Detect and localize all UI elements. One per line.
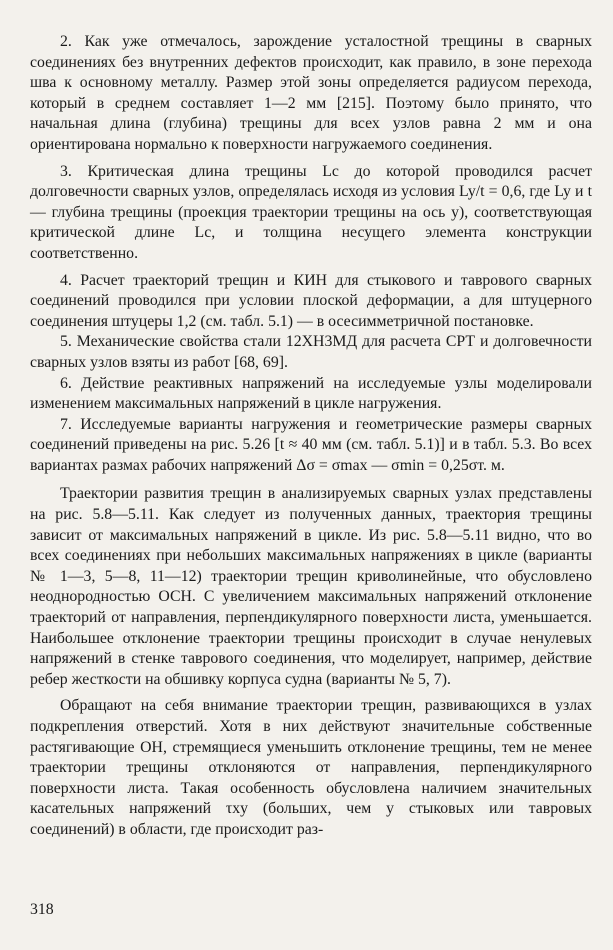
paragraph-trajectories: Траектории развития трещин в анализируемых сварных узлах представлены на рис. 5.8—5.11. Как следует из полученных данных, траектория трещины зависит от максимальных напряжений в цикле. Из рис. 5.8—5.11 видно, что во всех соединениях при небольших максимальных напряжениях в цикле (варианты № 1—3, 5—8, 11—12) траектории трещин криволинейные, что обусловлено неоднородностью ОСН. С увеличением максимальных напряжений отклонение траекторий от направления, перпендикулярного поверхности листа, уменьшается. Наибольшее отклонение траектории трещины происходит в случае ненулевых напряжений в стенке таврового соединения, что моделирует, например, действие ребер жесткости на обшивку корпуса судна (варианты № 5, 7). <box>30 485 592 688</box>
body-text <box>30 32 592 841</box>
paragraph-item-4: 4. Расчет траекторий трещин и КИН для стыкового и таврового сварных соединений проводился при условии плоской деформации, а для штуцерного соединения штуцеры 1,2 (см. табл. 5.1) — в осесимметричной постановке. <box>30 271 592 330</box>
paragraph-item-3: 3. Критическая длина трещины Lc до которой проводился расчет долговечности сварных узлов, определялась исходя из условия Ly/t = 0,6, где Ly и t — глубина трещины (проекция траектории трещины на ось y), соответствующая критической длине Lc, и толщина несущего элемента конструкции соответственно. <box>30 162 592 262</box>
paragraph-item-7: 7. Исследуемые варианты нагружения и геометрические размеры сварных соединений приведены на рис. 5.26 [t ≈ 40 мм (см. табл. 5.1)] и в табл. 5.3. Во всех вариантах размах рабочих напряжений Δσ = σmax — σmin = 0,25σт. м. <box>30 415 592 474</box>
paragraph-item-6: 6. Действие реактивных напряжений на исследуемые узлы моделировали изменением максимальных напряжений в цикле нагружения. <box>30 374 592 413</box>
page-number: 318 <box>30 901 54 918</box>
paragraph-item-5: 5. Механические свойства стали 12ХН3МД для расчета СРТ и долговечности сварных узлов взяты из работ [68, 69]. <box>30 333 592 371</box>
paragraph-reinforcement: Обращают на себя внимание траектории трещин, развивающихся в узлах подкрепления отверстий. Хотя в них действуют значительные собственные растягивающие ОН, стремящиеся уменьшить отклонение трещины, тем не менее траектории трещины отклоняются от направления, перпендикулярного поверхности листа. Такая особенность обусловлена наличием значительных касательных напряжений τxy (больших, чем у стыковых или тавровых соединений) в области, где происходит раз- <box>30 697 592 838</box>
paragraph-item-2: 2. Как уже отмечалось, зарождение усталостной трещины в сварных соединениях без внутренних дефектов происходит, как правило, в зоне перехода шва к основному металлу. Размер этой зоны определяется радиусом перехода, который в среднем составляет 1—2 мм [215]. Поэтому было принято, что начальная длина (глубина) трещины для всех узлов равна 2 мм и она ориентирована нормально к поверхности нагружаемого соединения. <box>30 33 592 153</box>
